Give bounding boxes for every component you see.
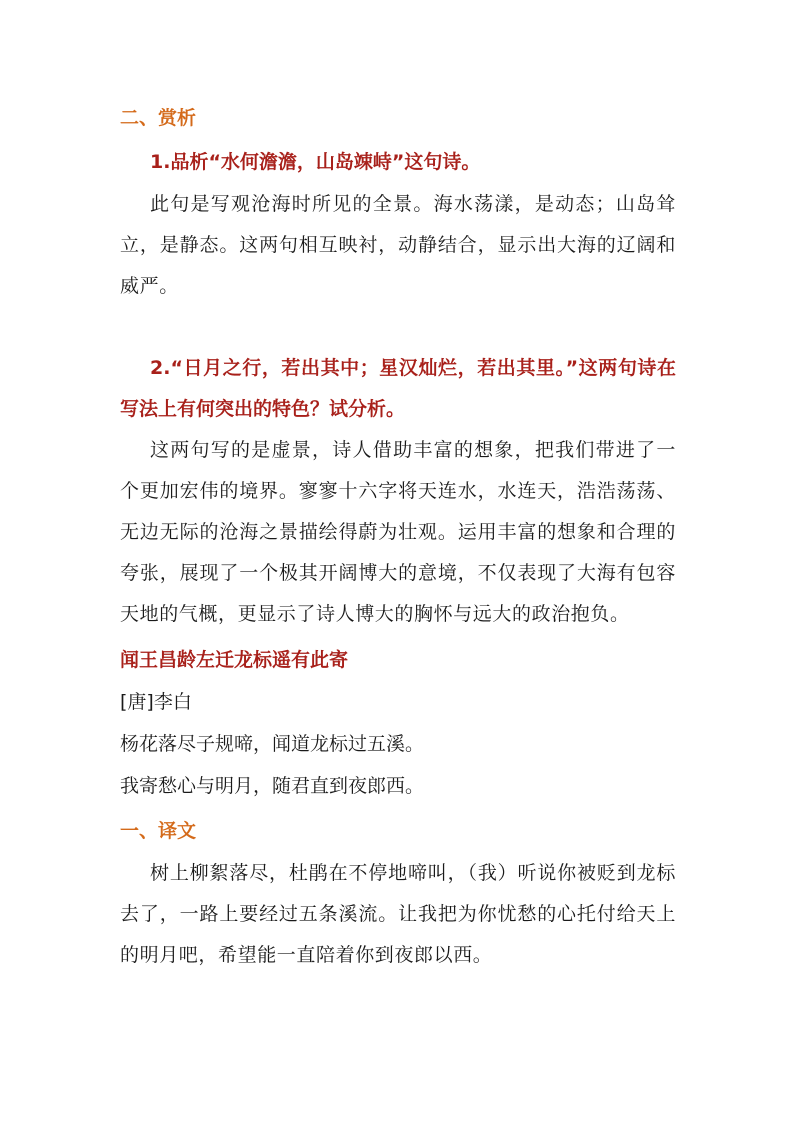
section-heading-translation: 一、译文 <box>120 820 197 842</box>
question-2-title: 2.“日月之行，若出其中；星汉灿烂，若出其里。”这两句诗在写法上有何突出的特色？试分析。 <box>120 357 676 420</box>
question-2-answer: 这两句写的是虚景，诗人借助丰富的想象，把我们带进了一个更加宏伟的境界。寥寥十六字将天连水，水连天，浩浩荡荡、无边无际的沧海之景描绘得蔚为壮观。运用丰富的想象和合理的夸张，展现了一个极其开阔博大的意境，不仅表现了大海有包容天地的气概，更显示了诗人博大的胸怀与远大的政治抱负。 <box>120 439 676 625</box>
translation-text: 树上柳絮落尽，杜鹃在不停地啼叫，（我）听说你被贬到龙标去了，一路上要经过五条溪流。让我把为你忧愁的心托付给天上的明月吧，希望能一直陪着你到夜郎以西。 <box>120 862 676 966</box>
poem-title: 闻王昌龄左迁龙标遥有此寄 <box>120 649 349 671</box>
poem-line-2: 我寄愁心与明月，随君直到夜郎西。 <box>120 775 425 797</box>
poem-line-1: 杨花落尽子规啼，闻道龙标过五溪。 <box>120 733 425 755</box>
section-heading-appreciation: 二、赏析 <box>120 107 197 129</box>
document-page <box>120 100 676 976</box>
question-1-title: 1.品析“水何澹澹，山岛竦峙”这句诗。 <box>150 151 481 173</box>
question-1-answer: 此句是写观沧海时所见的全景。海水荡漾，是动态；山岛耸立，是静态。这两句相互映衬，动静结合，显示出大海的辽阔和威严。 <box>120 193 676 297</box>
poem-author: [唐]李白 <box>120 691 192 713</box>
